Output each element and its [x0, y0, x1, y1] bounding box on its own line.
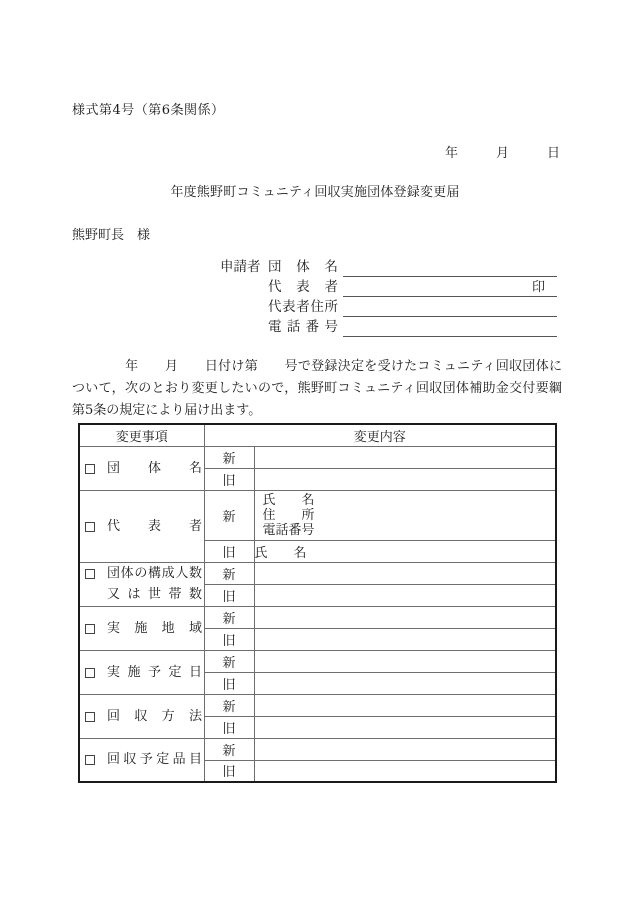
applicant-row-address [220, 297, 557, 317]
old-label-cell: 旧 [204, 672, 254, 694]
checkbox [85, 522, 95, 532]
change-item-label: 回収予定品目 [107, 752, 202, 768]
month-label: 月 [496, 146, 510, 161]
change-item-label: 実施予定日 [107, 664, 202, 680]
table-row-new [79, 446, 556, 468]
table-row-new [79, 694, 556, 716]
old-content-cell: 氏 名 [254, 540, 556, 562]
checkbox [85, 569, 95, 579]
change-item-label: 団体の構成人数 又は世帯数 [107, 566, 202, 602]
old-content-cell [254, 760, 556, 782]
applicant-section [220, 257, 557, 337]
table-row-new [79, 562, 556, 584]
applicant-row-representative [220, 277, 557, 297]
representative-fill-line [343, 277, 557, 297]
field-label-phone: 電話番号 [268, 319, 338, 335]
seal-mark: 印 [531, 280, 545, 295]
field-label-address: 代表者住所 [268, 299, 338, 315]
old-content-cell [254, 468, 556, 490]
old-content-cell [254, 584, 556, 606]
old-label-cell: 旧 [204, 468, 254, 490]
new-content-cell [254, 650, 556, 672]
new-content-cell [254, 606, 556, 628]
new-label-cell: 新 [204, 606, 254, 628]
year-label: 年 [445, 146, 459, 161]
header-change-content: 変更内容 [204, 424, 556, 446]
change-item-cell [79, 650, 204, 694]
change-table-body [79, 446, 556, 782]
table-header-row [79, 424, 556, 446]
old-content-cell [254, 628, 556, 650]
new-label-cell: 新 [204, 738, 254, 760]
field-label-org-name: 団体名 [268, 259, 338, 275]
table-row-new [79, 738, 556, 760]
checkbox [85, 668, 95, 678]
change-item-label: 団体名 [107, 460, 202, 476]
checkbox [85, 464, 95, 474]
old-content-cell [254, 716, 556, 738]
change-item-cell [79, 446, 204, 490]
new-label-cell: 新 [204, 650, 254, 672]
change-item-label: 回収方法 [107, 708, 202, 724]
new-content-cell [254, 562, 556, 584]
checkbox [85, 755, 95, 765]
change-item-label: 代表者 [107, 518, 202, 534]
addressee: 熊野町長 様 [72, 228, 151, 243]
field-label-representative: 代表者 [268, 279, 338, 295]
change-item-cell [79, 738, 204, 782]
table-row-new [79, 606, 556, 628]
change-item-cell [79, 694, 204, 738]
address-fill-line [343, 297, 557, 317]
new-content-cell: 氏 名 住 所 電話番号 [254, 490, 556, 540]
checkbox [85, 624, 95, 634]
old-label-cell: 旧 [204, 760, 254, 782]
applicant-title: 申請者 [220, 259, 261, 275]
new-content-cell [254, 694, 556, 716]
new-label-cell: 新 [204, 562, 254, 584]
body-paragraph: 年 月 日付け第 号で登録決定を受けたコミュニティ回収団体について，次のとおり変更したいので，熊野町コミュニティ回収団体補助金交付要綱第5条の規定により届け出ます。 [72, 359, 562, 418]
change-item-label: 実施地域 [107, 620, 202, 636]
table-row-new [79, 490, 556, 540]
change-item-cell [79, 606, 204, 650]
old-label-cell: 旧 [204, 716, 254, 738]
document-title: 年度熊野町コミュニティ回収実施団体登録変更届 [170, 185, 460, 200]
new-content-cell [254, 738, 556, 760]
table-row-new [79, 650, 556, 672]
applicant-row-org-name [220, 257, 557, 277]
checkbox [85, 712, 95, 722]
new-content-cell [254, 446, 556, 468]
old-content-cell [254, 672, 556, 694]
org-name-fill-line [343, 257, 557, 277]
applicant-row-phone [220, 317, 557, 337]
date-line [445, 142, 560, 161]
change-table [78, 423, 557, 783]
old-label-cell: 旧 [204, 628, 254, 650]
day-label: 日 [547, 146, 561, 161]
form-number: 様式第4号（第6条関係） [72, 103, 225, 118]
change-item-cell [79, 562, 204, 606]
old-label-cell: 旧 [204, 584, 254, 606]
new-label-cell: 新 [204, 490, 254, 540]
change-item-cell [79, 490, 204, 562]
new-label-cell: 新 [204, 446, 254, 468]
new-label-cell: 新 [204, 694, 254, 716]
header-change-item: 変更事項 [79, 424, 204, 446]
old-label-cell: 旧 [204, 540, 254, 562]
phone-fill-line [343, 317, 557, 337]
